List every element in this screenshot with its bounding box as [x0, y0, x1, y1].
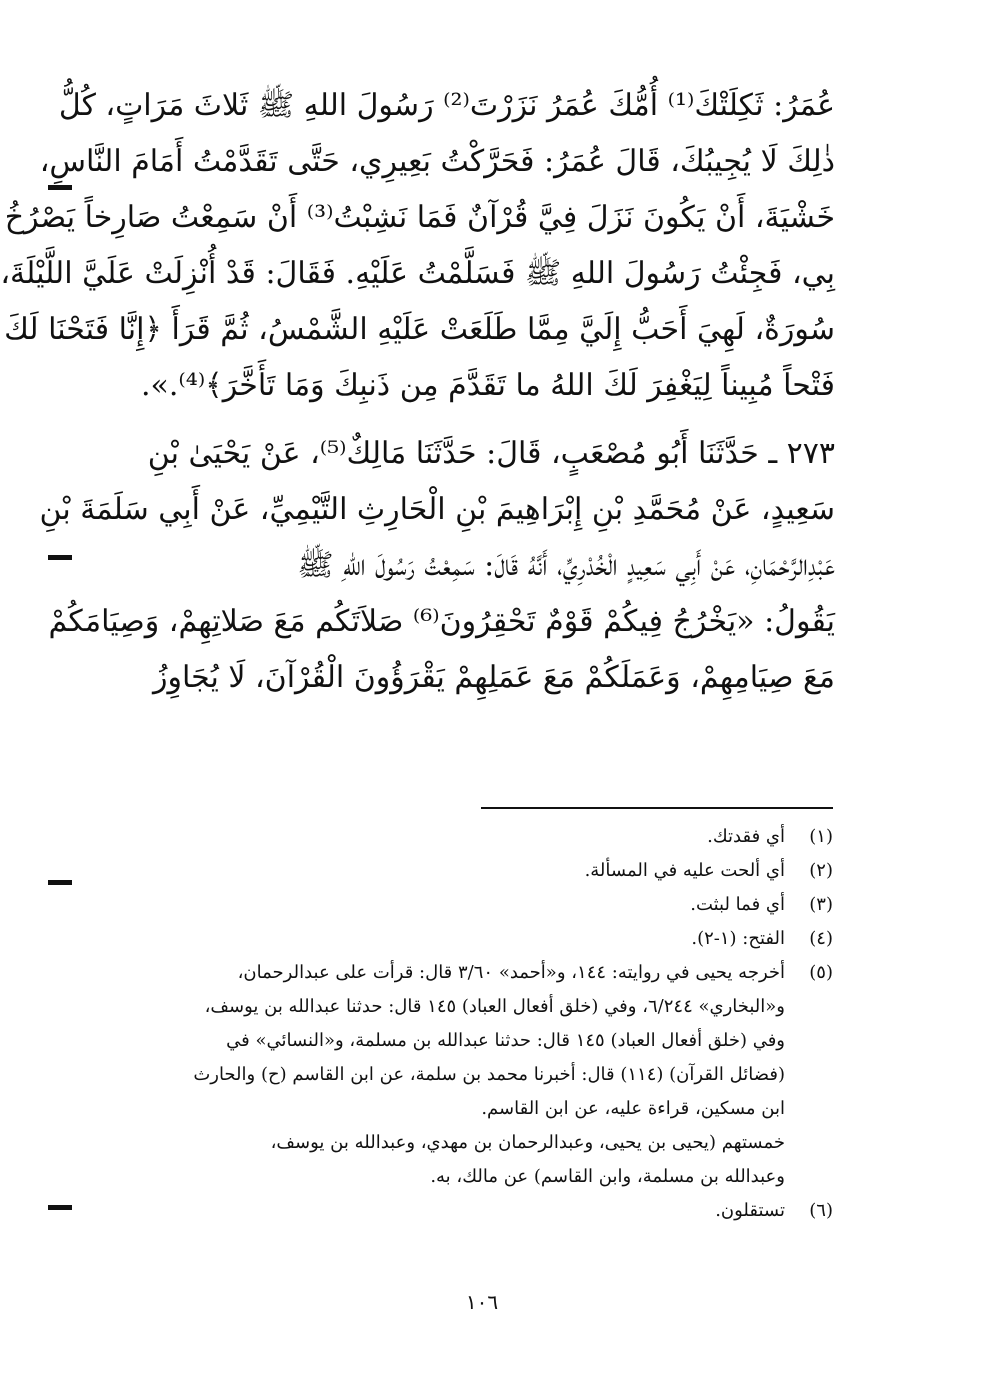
footnote [133, 1194, 833, 1228]
footnote-text: و«البخاري» ٦/٢٤٤، وفي (خلق أفعال العباد) ١٤٥ قال: حدثنا عبدالله بن يوسف، [204, 996, 785, 1017]
main-text [0, 78, 835, 706]
text-line: فَتْحاً مُبِيناً لِيَغْفِرَ لَكَ اللهُ ما تَقَدَّمَ مِن ذَنبِكَ وَمَا تَأَخَّرَ﴾⁽⁴⁾.». [140, 368, 835, 403]
text-line: سُورَةٌ، لَهِيَ أَحَبُّ إِلَيَّ مِمَّا طَلَعَتْ عَلَيْهِ الشَّمْسُ، ثُمَّ قَرَأَ ﴿إِنَّا فَتَحْنَا لَكَ [4, 312, 835, 347]
footnote-number: (٣) [809, 894, 833, 915]
hadith-line: مَعَ صِيَامِهِمْ، وَعَمَلَكُمْ مَعَ عَمَلِهِمْ يَقْرَؤُونَ الْقُرْآنَ، لَا يُجَاوِزُ [152, 660, 835, 695]
footnote [133, 1126, 833, 1194]
footnote-number: (٦) [809, 1200, 833, 1221]
footnote [133, 922, 833, 956]
footnote-number: (٥) [809, 962, 833, 983]
footnote-number: (١) [809, 826, 833, 847]
footnote-text: أي فقدتك. [707, 826, 785, 847]
footnote-text: خمستهم (يحيى بن يحيى، وعبدالرحمان بن مهدي، وعبدالله بن يوسف، [270, 1132, 785, 1153]
text-line: ذٰلِكَ لَا يُجِيبُكَ، قَالَ عُمَرُ: فَحَرَّكْتُ بَعِيرِي، حَتَّى تَقَدَّمْتُ أَمَامَ النَّاسِ، [39, 144, 835, 179]
footnote-number: (٤) [809, 928, 833, 949]
paragraph-gap [133, 414, 835, 426]
footnote [133, 888, 833, 922]
footnote [133, 820, 833, 854]
footnote-separator [481, 807, 833, 809]
footnote-text: أخرجه يحيى في روايته: ١٤٤، و«أحمد» ٣/٦٠ قال: قرأت على عبدالرحمان، [237, 962, 785, 983]
page-number: ١٠٦ [465, 1290, 499, 1314]
footnote-text: الفتح: (١-٢). [691, 928, 785, 949]
footnote-number [785, 1126, 833, 1194]
text-line: بِي، فَجِئْتُ رَسُولَ اللهِ ﷺ فَسَلَّمْتُ عَلَيْهِ. فَقَالَ: قَدْ أُنْزِلَتْ عَلَيَّ اللَّيْلَةَ، [0, 256, 835, 291]
margin-mark [48, 1205, 72, 1210]
footnote-text: ابن مسكين، قراءة عليه، عن ابن القاسم. [481, 1098, 785, 1119]
footnotes [133, 820, 833, 1228]
text-line: عُمَرُ: ثَكِلَتْكَ⁽¹⁾ أُمُّكَ عُمَرُ نَزَرْتَ⁽²⁾ رَسُولَ اللهِ ﷺ ثَلاثَ مَرَاتٍ، كُلُّ [58, 88, 835, 123]
hadith-line: يَقُولُ: «يَخْرُجُ فِيكُمْ قَوْمٌ تَحْقِرُونَ⁽⁶⁾ صَلاَتَكُم مَعَ صَلاتِهِمْ، وَصِيَامَكُمْ [48, 604, 835, 639]
footnote-text: وعبدالله بن مسلمة، وابن القاسم) عن مالك، به. [430, 1166, 785, 1187]
hadith-line: عَبْدِالرَّحْمَانِ، عَنْ أَبِي سَعِيدٍ الْخُدْرِيِّ، أَنَّهُ قَالَ: سَمِعْتُ رَسُولَ اللهِ ﷺ [297, 548, 835, 583]
margin-mark [48, 555, 72, 560]
footnote-number: (٢) [809, 860, 833, 881]
footnote-text: تستقلون. [715, 1200, 785, 1221]
footnote [133, 854, 833, 888]
footnote-text: أي فما لبثت. [690, 894, 785, 915]
footnote-text: وفي (خلق أفعال العباد) ١٤٥ قال: حدثنا عبدالله بن مسلمة، و«النسائي» في [226, 1030, 785, 1051]
footnote-text: أي ألحت عليه في المسألة. [584, 860, 785, 881]
text-line: خَشْيَةَ، أَنْ يَكُونَ نَزَلَ فِيَّ قُرْآنٌ فَمَا نَشِبْتُ⁽³⁾ أَنْ سَمِعْتُ صَارِخاً يَصْرُخُ [4, 200, 835, 235]
footnote [133, 956, 833, 1126]
margin-mark [48, 880, 72, 885]
hadith-line: سَعِيدٍ، عَنْ مُحَمَّدِ بْنِ إِبْرَاهِيمَ بْنِ الْحَارِثِ التَّيْمِيِّ، عَنْ أَبِي سَلَمَةَ بْنِ [39, 492, 835, 527]
margin-mark [48, 185, 72, 190]
footnote-text: (فضائل القرآن) (١١٤) قال: أخبرنا محمد بن سلمة، عن ابن القاسم (ح) والحارث [193, 1064, 785, 1085]
hadith-line: ٢٧٣ ـ حَدَّثَنَا أَبُو مُصْعَبٍ، قَالَ: حَدَّثَنَا مَالِكٌ⁽⁵⁾، عَنْ يَحْيَىٰ بْنِ [147, 436, 835, 471]
